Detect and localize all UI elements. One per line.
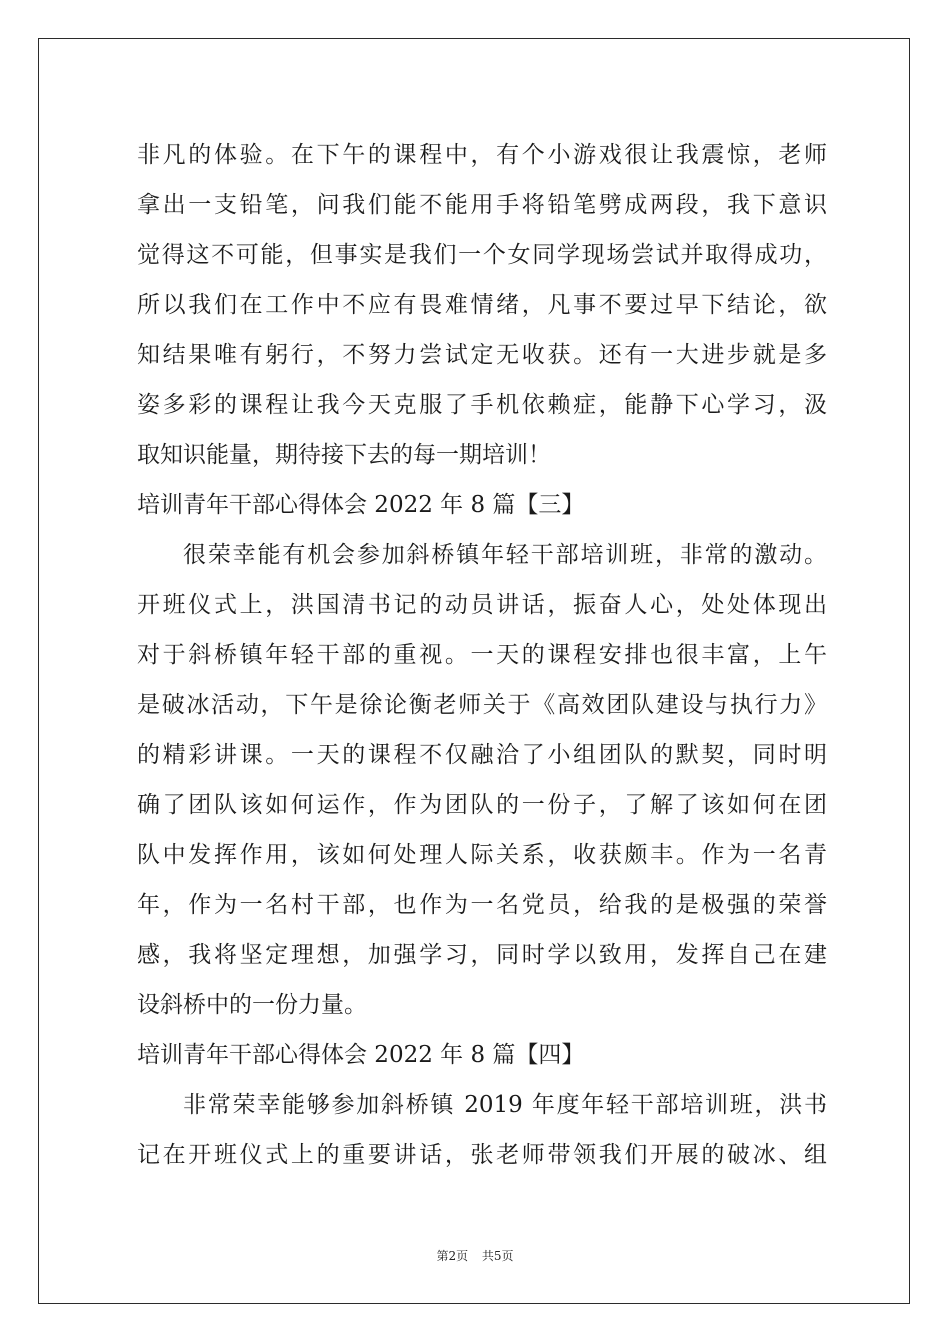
section-heading-4: 培训青年干部心得体会 2022 年 8 篇【四】 — [137, 1042, 585, 1068]
text-line: 很荣幸能有机会参加斜桥镇年轻干部培训班，非常的激动。 — [183, 542, 827, 568]
text-line: 感，我将坚定理想，加强学习，同时学以致用，发挥自己在建 — [137, 942, 827, 968]
text-line: 设斜桥中的一份力量。 — [137, 992, 367, 1018]
page-footer — [0, 1247, 950, 1264]
text-line: 姿多彩的课程让我今天克服了手机依赖症，能静下心学习，汲 — [137, 392, 827, 418]
document-body — [137, 130, 827, 1180]
text-line: 拿出一支铅笔，问我们能不能用手将铅笔劈成两段，我下意识 — [137, 192, 827, 218]
text-line: 年，作为一名村干部，也作为一名党员，给我的是极强的荣誉 — [137, 892, 827, 918]
text-line: 取知识能量，期待接下去的每一期培训！ — [137, 442, 551, 468]
text-line: 非凡的体验。在下午的课程中，有个小游戏很让我震惊，老师 — [137, 142, 827, 168]
text-line: 记在开班仪式上的重要讲话，张老师带领我们开展的破冰、组 — [137, 1142, 827, 1168]
text-line: 对于斜桥镇年轻干部的重视。一天的课程安排也很丰富，上午 — [137, 642, 827, 668]
page-number: 第2页 — [436, 1249, 469, 1263]
text-line: 队中发挥作用，该如何处理人际关系，收获颇丰。作为一名青 — [137, 842, 827, 868]
text-line: 开班仪式上，洪国清书记的动员讲话，振奋人心，处处体现出 — [137, 592, 827, 618]
section-heading-3: 培训青年干部心得体会 2022 年 8 篇【三】 — [137, 492, 585, 518]
text-line: 所以我们在工作中不应有畏难情绪，凡事不要过早下结论，欲 — [137, 292, 827, 318]
text-line: 确了团队该如何运作，作为团队的一份子，了解了该如何在团 — [137, 792, 827, 818]
text-line: 是破冰活动，下午是徐论衡老师关于《高效团队建设与执行力》 — [137, 692, 827, 718]
text-line: 非常荣幸能够参加斜桥镇 2019 年度年轻干部培训班，洪书 — [183, 1092, 827, 1118]
text-line: 的精彩讲课。一天的课程不仅融洽了小组团队的默契，同时明 — [137, 742, 827, 768]
page-total: 共5页 — [481, 1249, 514, 1263]
text-line: 觉得这不可能，但事实是我们一个女同学现场尝试并取得成功， — [137, 242, 827, 268]
text-line: 知结果唯有躬行，不努力尝试定无收获。还有一大进步就是多 — [137, 342, 827, 368]
